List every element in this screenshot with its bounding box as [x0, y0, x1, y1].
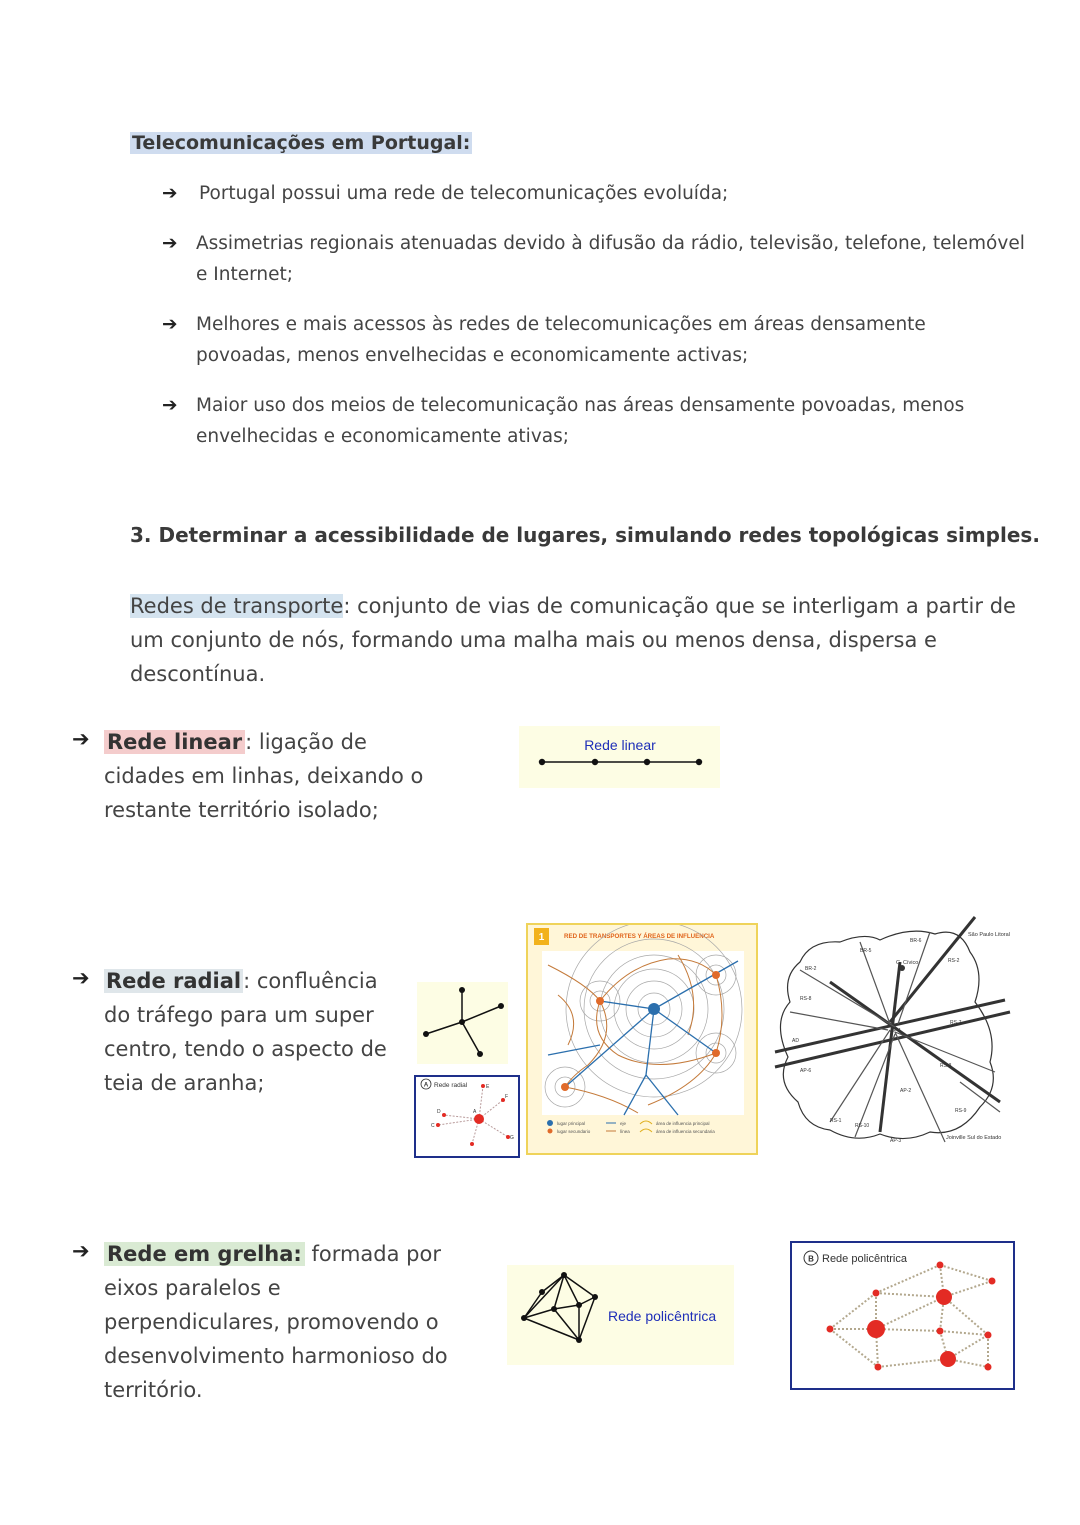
rede-linear-figure: [519, 726, 720, 788]
rede-radial-framed-figure: [414, 1075, 520, 1158]
svg-text:A: A: [473, 1109, 477, 1115]
svg-text:E: E: [486, 1084, 490, 1090]
rede-policentrica-label: Rede policêntrica: [608, 1308, 717, 1324]
svg-text:São Paulo Litoral: São Paulo Litoral: [968, 932, 1010, 938]
rede-policentrica-framed-figure: [790, 1241, 1015, 1390]
polycentric-red-network-diagram: [792, 1243, 1013, 1388]
rede-policentrica-figure: [507, 1265, 734, 1365]
city-road-map-figure: [770, 912, 1020, 1157]
svg-text:RS-1: RS-1: [830, 1118, 842, 1124]
section-title-telecom: Telecomunicações em Portugal:: [132, 132, 471, 154]
svg-text:lugar principal: lugar principal: [557, 1121, 586, 1126]
svg-text:1: 1: [538, 932, 545, 943]
svg-text:C: C: [431, 1123, 435, 1129]
star-network-diagram: [417, 982, 508, 1064]
rede-grelha-paragraph: Rede em grelha: formada por eixos paralelos e perpendiculares, promovendo o desenvolvimento harmonioso do território.: [104, 1242, 448, 1402]
bullet-item: ➔ Melhores e mais acessos às redes de telecomunicações em áreas densamente povoadas, menos envelhecidas e economicamente activas;: [162, 309, 1042, 371]
svg-text:B: B: [808, 1254, 814, 1264]
svg-text:AP-1: AP-1: [890, 1028, 902, 1034]
definition-paragraph: Redes de transporte: conjunto de vias de comunicação que se interligam a partir de um conjunto de nós, formando uma malha mais ou menos densa, dispersa e descontínua.: [130, 594, 1016, 686]
rede-radial-star-figure: [417, 982, 508, 1064]
arrow-icon: ➔: [72, 727, 90, 751]
arrow-icon: ➔: [162, 233, 178, 254]
svg-text:RS-9: RS-9: [955, 1108, 967, 1114]
arrow-icon: ➔: [72, 966, 90, 990]
rede-linear-diagram: [519, 726, 720, 788]
svg-text:AP-3: AP-3: [890, 1138, 902, 1144]
svg-text:RS-2: RS-2: [948, 958, 960, 964]
term-rede-linear: Rede linear: [104, 730, 245, 754]
bullet-item: ➔ Portugal possui uma rede de telecomunicações evoluída;: [162, 178, 1042, 209]
svg-text:BR-6: BR-6: [910, 938, 922, 944]
svg-text:Rede policêntrica: Rede policêntrica: [822, 1253, 907, 1265]
bullet-item: ➔ Assimetrias regionais atenuadas devido à difusão da rádio, televisão, telefone, telemóvel e Internet;: [162, 228, 1042, 290]
rede-linear-paragraph: Rede linear : ligação de cidades em linhas, deixando o restante território isolado;: [104, 730, 424, 822]
svg-text:Joinville Sul do Estado: Joinville Sul do Estado: [946, 1135, 1002, 1141]
svg-text:área de influencia principal: área de influencia principal: [656, 1121, 710, 1126]
svg-text:AP-6: AP-6: [800, 1068, 812, 1074]
rede-linear-label: Rede linear: [584, 737, 656, 753]
svg-text:RS-10: RS-10: [855, 1123, 870, 1129]
svg-text:eje: eje: [620, 1121, 627, 1126]
svg-text:G: G: [510, 1135, 514, 1141]
svg-text:C. Cívico: C. Cívico: [896, 960, 919, 966]
svg-text:F: F: [505, 1094, 509, 1100]
city-road-map-diagram: [770, 912, 1020, 1157]
svg-text:línea: línea: [620, 1129, 630, 1134]
arrow-icon: ➔: [162, 395, 178, 416]
radial-red-network-diagram: [416, 1077, 518, 1156]
polycentric-network-diagram: [507, 1265, 734, 1365]
term-rede-grelha: Rede em grelha:: [104, 1242, 305, 1266]
svg-text:Rede radial: Rede radial: [434, 1082, 468, 1089]
svg-text:BR-5: BR-5: [860, 948, 872, 954]
arrow-icon: ➔: [162, 314, 178, 335]
section-title-accessibility: 3. Determinar a acessibilidade de lugares, simulando redes topológicas simples.: [130, 523, 1040, 547]
bullet-item: ➔ Maior uso dos meios de telecomunicação nas áreas densamente povoadas, menos envelhecidas e economicamente ativas;: [162, 390, 1042, 452]
svg-text:AD: AD: [792, 1038, 799, 1044]
arrow-icon: ➔: [72, 1239, 90, 1263]
term-redes-transporte: Redes de transporte: [130, 594, 344, 618]
rede-radial-paragraph: Rede radial: confluência do tráfego para um super centro, tendo o aspecto de teia de aranha;: [104, 969, 387, 1095]
arrow-icon: ➔: [162, 183, 178, 204]
svg-text:área de influencia secundaria: área de influencia secundaria: [656, 1129, 715, 1134]
svg-text:lugar secundario: lugar secundario: [557, 1129, 591, 1134]
influence-map-diagram: [528, 925, 756, 1153]
svg-text:D: D: [437, 1109, 441, 1115]
svg-text:RS-7: RS-7: [950, 1020, 962, 1026]
term-rede-radial: Rede radial: [106, 969, 242, 993]
svg-text:RS-8: RS-8: [940, 1063, 952, 1069]
influence-map-figure: [526, 923, 758, 1155]
svg-text:BR-2: BR-2: [805, 966, 817, 972]
svg-text:AP-2: AP-2: [900, 1088, 912, 1094]
svg-text:RED DE TRANSPORTES Y ÁREAS DE: RED DE TRANSPORTES Y ÁREAS DE INFLUENCIA: [564, 933, 715, 940]
svg-text:A: A: [423, 1082, 429, 1089]
svg-text:RS-8: RS-8: [800, 996, 812, 1002]
